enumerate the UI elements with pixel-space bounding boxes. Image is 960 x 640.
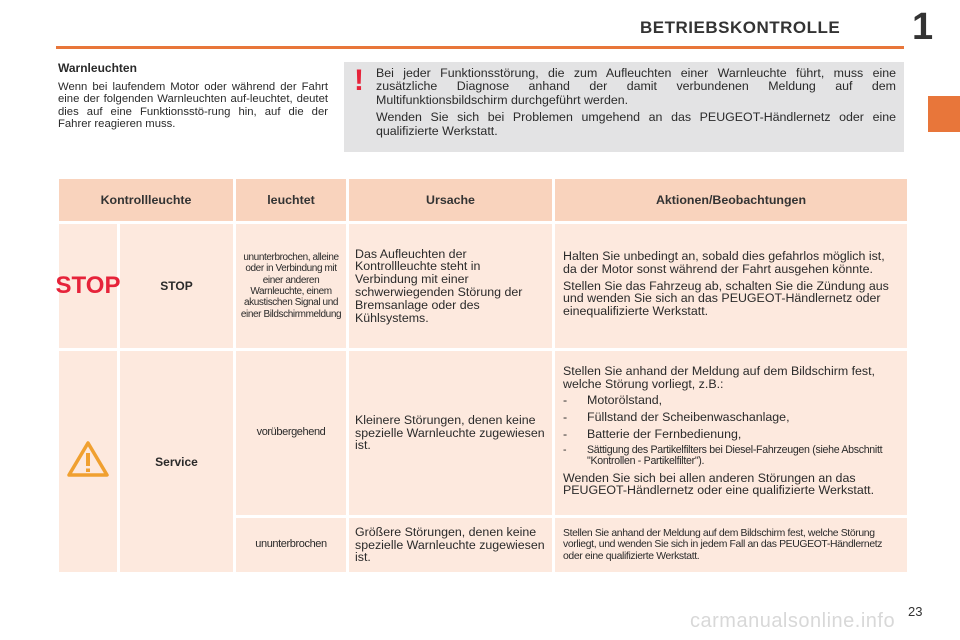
service-name: Service	[120, 351, 233, 572]
stop-icon-cell	[55, 224, 121, 348]
stop-action	[555, 224, 907, 348]
warning-lights-table	[56, 176, 910, 575]
warning-triangle-icon	[66, 440, 110, 478]
service-action-major: Stellen Sie anhand der Meldung auf dem Bildschirm fest, welche Störung vorliegt, und wenden Sie sich in jedem Fall an das PEUGEOT-Händlernetz oder eine qualifizierte Werkstatt.	[555, 518, 907, 572]
list-item: - Füllstand der Scheibenwaschanlage,	[563, 410, 790, 425]
stop-name: STOP	[120, 224, 233, 348]
table-header-row	[59, 179, 907, 221]
stop-icon	[55, 269, 121, 299]
stop-cause: Das Aufleuchten der Kontrollleuchte steht in Verbindung mit einer schwerwiegenden Störung der Bremsanlage oder des Kühlsystems.	[349, 224, 552, 348]
list-item: - Batterie der Fernbedienung,	[563, 426, 742, 441]
chapter-tab	[928, 96, 960, 132]
header-leuchtet: leuchtet	[236, 179, 346, 221]
service-lit-temporary: vorübergehend	[236, 351, 346, 515]
table-row-service-1	[59, 351, 907, 515]
service-lit-continuous: ununterbrochen	[236, 518, 346, 572]
intro-heading: Warnleuchten	[58, 61, 137, 75]
alert-box	[344, 62, 904, 152]
page-number: 23	[908, 604, 923, 619]
stop-icon-label: STOP	[55, 271, 121, 299]
list-item: - Motorölstand,	[563, 393, 663, 408]
exclamation-icon: !	[354, 64, 364, 97]
table-row-stop	[59, 224, 907, 348]
service-cause-minor: Kleinere Störungen, denen keine spezielle Warnleuchte zugewiesen ist.	[349, 351, 552, 515]
header-divider	[56, 46, 904, 49]
service-cause-major: Größere Störungen, denen keine spezielle Warnleuchte zugewiesen ist.	[349, 518, 552, 572]
alert-paragraph-2: Wenden Sie sich bei Problemen umgehend an das PEUGEOT-Händlernetz oder eine qualifizierte Werkstatt.	[376, 110, 896, 138]
service-action-list	[563, 394, 899, 467]
chapter-number: 1	[912, 6, 934, 48]
watermark: carmanualsonline.info	[690, 610, 896, 632]
stop-action-1: Halten Sie unbedingt an, sobald dies gefahrlos möglich ist, da der Motor sonst während der Fahrt ausgehen könnte.	[563, 249, 885, 276]
header-aktionen: Aktionen/Beobachtungen	[555, 179, 907, 221]
list-item: - Sättigung des Partikelfilters bei Diesel-Fahrzeugen (siehe Abschnitt "Kontrollen - Partikelfilter").	[563, 443, 883, 468]
stop-action-2: Stellen Sie das Fahrzeug ab, schalten Sie die Zündung aus und wenden Sie sich an das PEUGEOT-Händlernetz oder einequalifizierte Werkstatt.	[563, 278, 889, 319]
page-title: BETRIEBSKONTROLLE	[640, 18, 841, 37]
alert-paragraph-1: Bei jeder Funktionsstörung, die zum Aufleuchten einer Warnleuchte führt, muss eine zusätzliche Diagnose anhand der damit verbundenen Meldung auf dem Multifunktionsbildschirm durchgeführt werden.	[376, 66, 896, 107]
service-icon-cell	[59, 351, 117, 572]
intro-section	[58, 62, 328, 131]
header-ursache: Ursache	[349, 179, 552, 221]
service-action-minor	[555, 351, 907, 515]
service-action-intro: Stellen Sie anhand der Meldung auf dem Bildschirm fest, welche Störung vorliegt, z.B.:	[563, 363, 876, 391]
alert-text	[376, 67, 896, 142]
intro-text: Wenn bei laufendem Motor oder während der Fahrt eine der folgenden Warnleuchten auf-leuchtet, deutet dies auf eine Funktionsstö-rung hin, auf die der Fahrer reagieren muss.	[58, 80, 328, 130]
service-action-outro: Wenden Sie sich bei allen anderen Störungen an das PEUGEOT-Händlernetz oder eine qualifizierte Werkstatt.	[563, 470, 875, 498]
stop-lit: ununterbrochen, alleine oder in Verbindung mit einer anderen Warnleuchte, einem akustischen Signal und einer Bildschirmmeldung	[236, 224, 346, 348]
header-kontrollleuchte: Kontrollleuchte	[59, 179, 233, 221]
